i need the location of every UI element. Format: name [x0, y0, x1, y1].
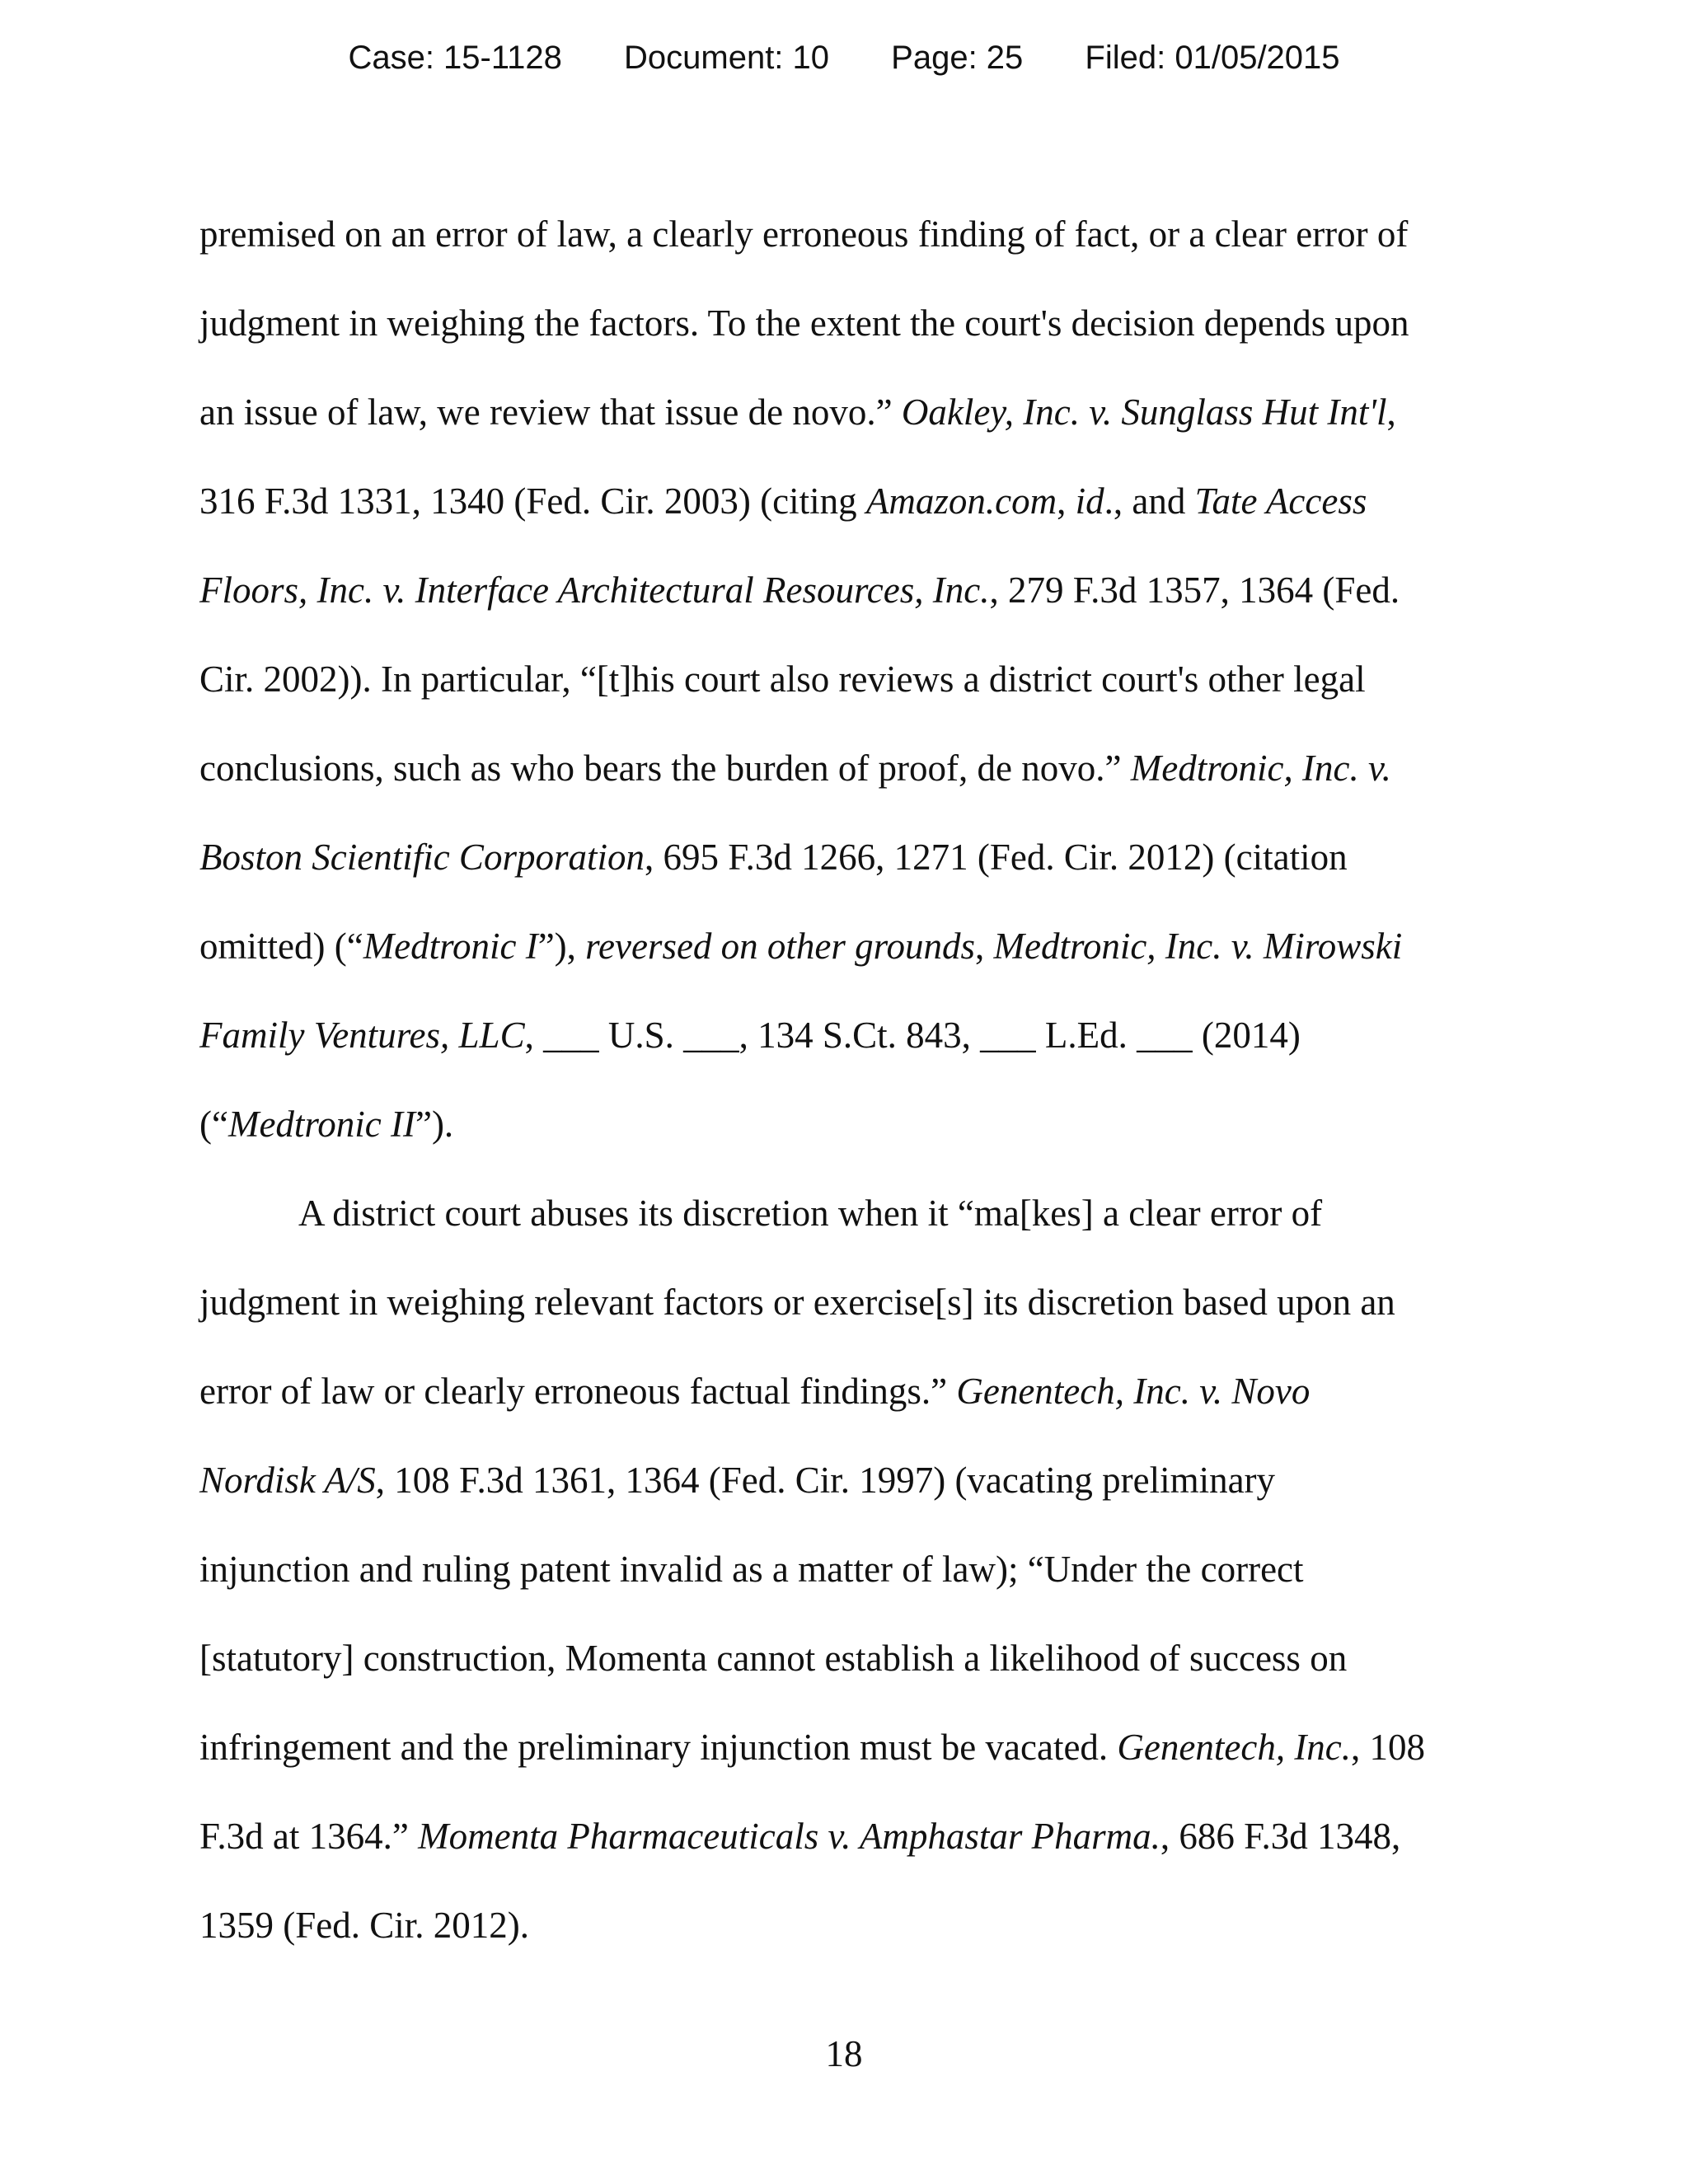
text-run: omitted) (“ [199, 926, 363, 967]
italic-citation: Medtronic I [363, 926, 538, 967]
text-run: error of law or clearly erroneous factual findings.” [199, 1371, 957, 1412]
italic-citation: Floors, Inc. v. Interface Architectural Resources, Inc. [199, 569, 990, 611]
text-line [199, 1614, 1485, 1703]
text-run: (“ [199, 1104, 228, 1145]
text-run: judgment in weighing the factors. To the extent the court's decision depends upon [199, 302, 1409, 344]
text-line [199, 724, 1485, 813]
text-run: , [1386, 391, 1396, 433]
text-line [199, 1347, 1485, 1436]
text-line [199, 279, 1485, 368]
text-run: , ___ U.S. ___, 134 S.Ct. 843, ___ L.Ed. ___ (2014) [524, 1015, 1301, 1056]
text-run: 316 F.3d 1331, 1340 (Fed. Cir. 2003) (citing [199, 480, 866, 522]
text-run: , 108 F.3d 1361, 1364 (Fed. Cir. 1997) (vacating preliminary [375, 1460, 1276, 1501]
text-line [199, 457, 1485, 546]
page-label: Page: 25 [891, 40, 1024, 76]
text-line [199, 813, 1485, 902]
text-run: , 695 F.3d 1266, 1271 (Fed. Cir. 2012) (citation [644, 837, 1348, 878]
text-run: , [975, 926, 994, 967]
italic-citation: Medtronic, Inc. v. [1130, 748, 1391, 789]
text-run: , 108 [1351, 1727, 1426, 1768]
italic-citation: Family Ventures, LLC [199, 1015, 525, 1056]
text-run: 1359 (Fed. Cir. 2012). [199, 1905, 529, 1946]
paragraph [199, 190, 1485, 1169]
italic-citation: id [1075, 480, 1104, 522]
text-line [199, 1080, 1485, 1169]
text-line [199, 1703, 1485, 1792]
text-run: premised on an error of law, a clearly erroneous finding of fact, or a clear error of [199, 213, 1409, 255]
document-body [199, 190, 1485, 1970]
text-line [199, 546, 1485, 635]
text-run: conclusions, such as who bears the burden of proof, de novo.” [199, 748, 1131, 789]
text-run: A district court abuses its discretion when it “ma[kes] a clear error of [298, 1193, 1323, 1234]
text-run: [statutory] construction, Momenta cannot establish a likelihood of success on [199, 1638, 1348, 1679]
text-line [199, 190, 1485, 279]
italic-citation: Tate Access [1194, 480, 1367, 522]
italic-citation: Medtronic II [227, 1104, 415, 1145]
text-run: F.3d at 1364.” [199, 1816, 419, 1857]
text-run: infringement and the preliminary injunction must be vacated. [199, 1727, 1118, 1768]
text-line [199, 1169, 1485, 1258]
text-line [199, 902, 1485, 991]
italic-citation: Amazon.com [865, 480, 1057, 522]
text-run: , [1057, 480, 1076, 522]
text-run: Cir. 2002)). In particular, “[t]his court also reviews a district court's other legal [199, 658, 1366, 700]
text-line [199, 1881, 1485, 1970]
text-line [199, 1792, 1485, 1881]
case-number: Case: 15-1128 [348, 40, 562, 76]
case-header [0, 33, 1688, 82]
text-line [199, 635, 1485, 724]
italic-citation: Genentech, Inc. v. Novo [956, 1371, 1311, 1412]
text-run: ., and [1104, 480, 1195, 522]
text-line [199, 991, 1485, 1080]
text-line [199, 1525, 1485, 1614]
italic-citation: Boston Scientific Corporation [199, 837, 645, 878]
text-line [199, 1436, 1485, 1525]
page-number: 18 [825, 2033, 863, 2074]
italic-citation: Genentech, Inc. [1117, 1727, 1352, 1768]
italic-citation: reversed on other grounds [585, 926, 976, 967]
paragraph [199, 1169, 1485, 1970]
italic-citation: Momenta Pharmaceuticals v. Amphastar Pharma. [418, 1816, 1160, 1857]
text-run: ”), [537, 926, 586, 967]
italic-citation: Nordisk A/S [199, 1460, 376, 1501]
text-run: , 686 F.3d 1348, [1160, 1816, 1401, 1857]
text-line [199, 1258, 1485, 1347]
text-run: an issue of law, we review that issue de novo.” [199, 391, 902, 433]
text-run: ”). [415, 1104, 454, 1145]
text-run: , 279 F.3d 1357, 1364 (Fed. [989, 569, 1400, 611]
document-number: Document: 10 [624, 40, 830, 76]
text-line [199, 368, 1485, 457]
filed-date: Filed: 01/05/2015 [1085, 40, 1340, 76]
italic-citation: Oakley, Inc. v. Sunglass Hut Int'l [901, 391, 1387, 433]
text-run: judgment in weighing relevant factors or exercise[s] its discretion based upon an [199, 1282, 1395, 1323]
text-run: injunction and ruling patent invalid as a matter of law); “Under the correct [199, 1549, 1304, 1590]
italic-citation: Medtronic, Inc. v. Mirowski [993, 926, 1403, 967]
